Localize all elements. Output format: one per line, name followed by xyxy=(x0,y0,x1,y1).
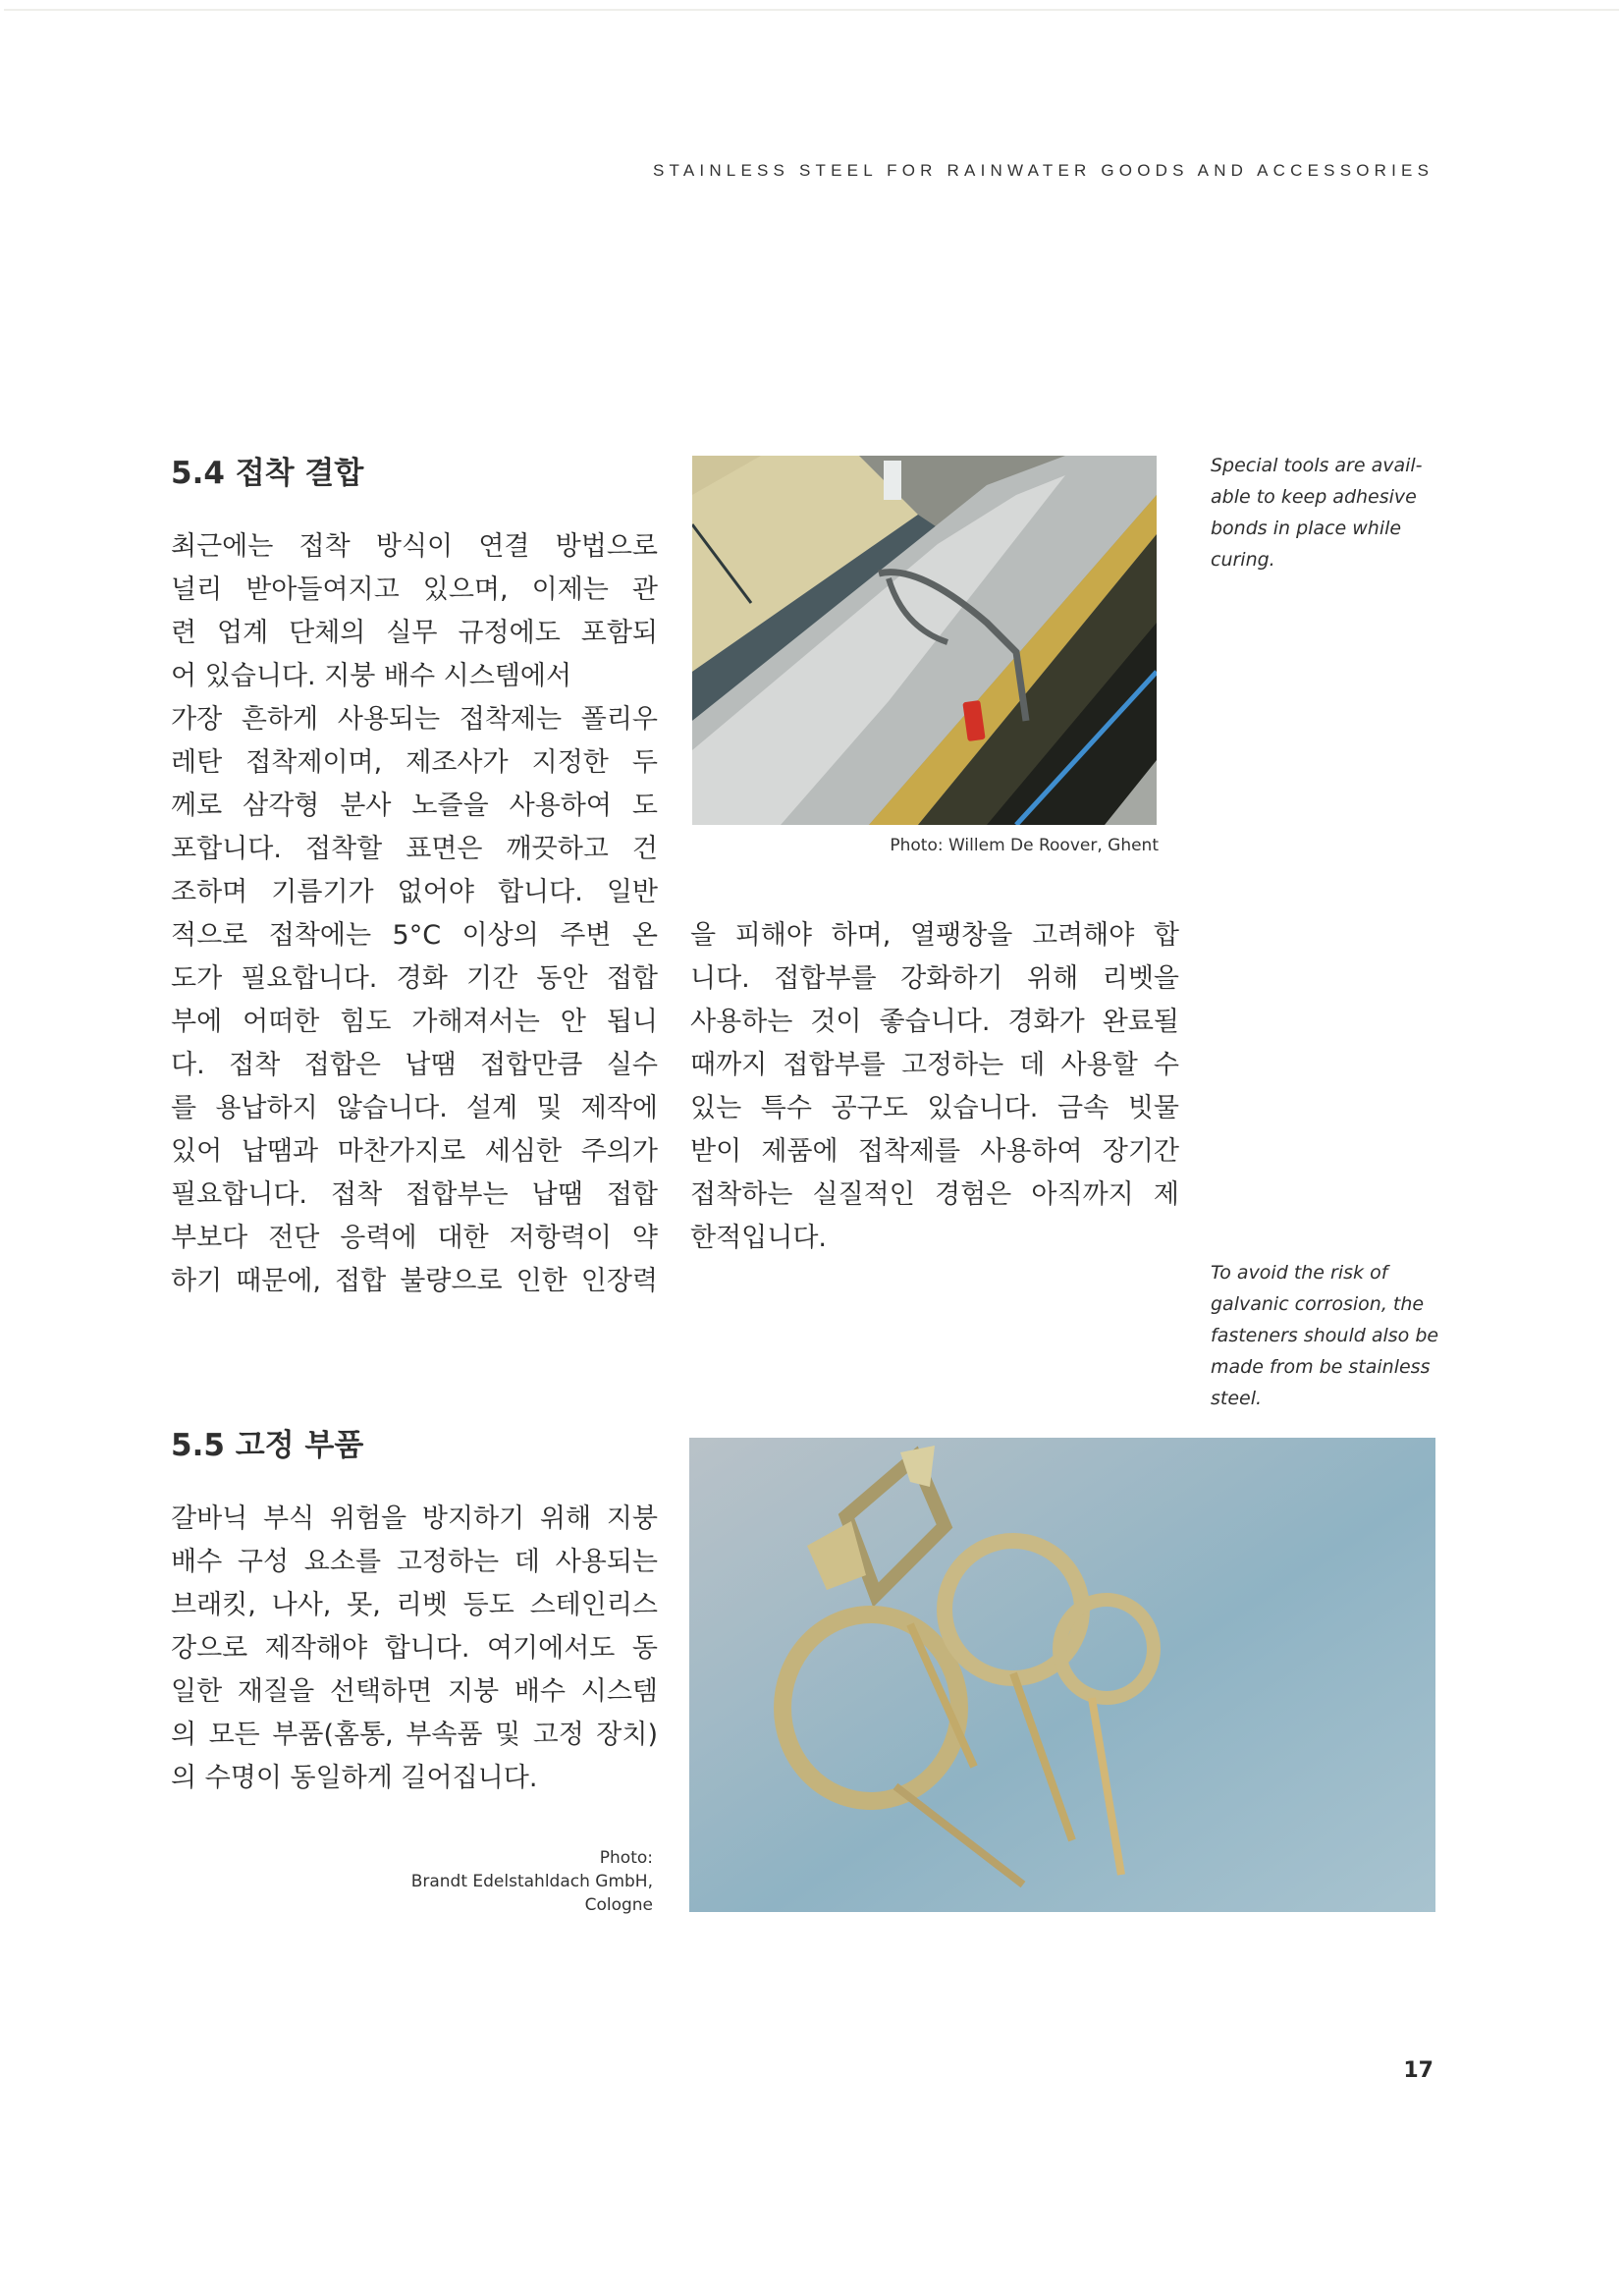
photo-credit-line: Photo: xyxy=(599,1848,653,1868)
body-line: 다. 접착 접합은 납땜 접합만큼 실수 xyxy=(171,1050,658,1080)
body-line: 하기 때문에, 접합 불량으로 인한 인장력 xyxy=(171,1266,658,1296)
body-line: 있는 특수 공구도 있습니다. 금속 빗물 xyxy=(690,1093,1179,1123)
side-note-special-tools xyxy=(1211,450,1446,575)
body-line: 부보다 전단 응력에 대한 저항력이 약 xyxy=(171,1223,658,1253)
body-line: 강으로 제작해야 합니다. 여기에서도 동 xyxy=(171,1633,658,1664)
body-line: 배수 구성 요소를 고정하는 데 사용되는 xyxy=(171,1547,658,1577)
side-note-line: bonds in place while xyxy=(1211,518,1402,539)
body-line: 일한 재질을 선택하면 지붕 배수 시스템 xyxy=(171,1676,658,1707)
section-5-4-left-column xyxy=(171,525,658,1303)
photo-credit-fasteners xyxy=(353,1846,653,1917)
body-line: 의 모든 부품(홈통, 부속품 및 고정 장치) xyxy=(171,1720,658,1750)
photo-gutter-adhesive-clamp xyxy=(692,456,1157,825)
body-line: 레탄 접착제이며, 제조사가 지정한 두 xyxy=(171,747,658,778)
photo-credit-line: Brandt Edelstahldach GmbH, xyxy=(410,1872,653,1891)
section-5-4-right-column xyxy=(690,914,1179,1260)
page-number: 17 xyxy=(1403,2058,1434,2083)
photo-credit-text: Photo: Willem De Roover, Ghent xyxy=(890,836,1159,855)
body-line: 조하며 기름기가 없어야 합니다. 일반 xyxy=(171,877,658,907)
body-line: 한적입니다. xyxy=(690,1223,827,1253)
body-line: 적으로 접착에는 5°C 이상의 주변 온 xyxy=(171,920,658,951)
body-line: 때까지 접합부를 고정하는 데 사용할 수 xyxy=(690,1050,1179,1080)
body-line: 의 수명이 동일하게 길어집니다. xyxy=(171,1763,538,1793)
side-note-line: curing. xyxy=(1211,549,1275,571)
side-note-galvanic-corrosion xyxy=(1211,1257,1446,1414)
body-line: 사용하는 것이 좋습니다. 경화가 완료될 xyxy=(690,1007,1179,1037)
photo-credit-line: Cologne xyxy=(584,1895,653,1915)
section-5-5-column xyxy=(171,1498,658,1800)
running-header: STAINLESS STEEL FOR RAINWATER GOODS AND ACCESSORIES xyxy=(653,161,1434,180)
body-line: 최근에는 접착 방식이 연결 방법으로 xyxy=(171,531,658,562)
section-heading-5-5: 5.5 고정 부품 xyxy=(171,1428,364,1463)
side-note-line: To avoid the risk of xyxy=(1211,1262,1388,1284)
body-line: 갈바닉 부식 위험을 방지하기 위해 지붕 xyxy=(171,1503,658,1534)
body-line: 있어 납땜과 마찬가지로 세심한 주의가 xyxy=(171,1136,658,1167)
body-line: 널리 받아들여지고 있으며, 이제는 관 xyxy=(171,574,658,605)
side-note-line: Special tools are avail- xyxy=(1211,455,1423,476)
body-line: 께로 삼각형 분사 노즐을 사용하여 도 xyxy=(171,791,658,821)
body-line: 니다. 접합부를 강화하기 위해 리벳을 xyxy=(690,963,1179,994)
side-note-line: fasteners should also be xyxy=(1211,1325,1439,1346)
body-line: 부에 어떠한 힘도 가해져서는 안 됩니 xyxy=(171,1007,658,1037)
side-note-line: able to keep adhesive xyxy=(1211,486,1417,508)
photo-stainless-fasteners xyxy=(689,1438,1435,1912)
body-line: 필요합니다. 접착 접합부는 납땜 접합 xyxy=(171,1179,658,1210)
fasteners-photo-illustration xyxy=(689,1438,1435,1912)
body-line: 가장 흔하게 사용되는 접착제는 폴리우 xyxy=(171,704,658,735)
body-line: 접착하는 실질적인 경험은 아직까지 제 xyxy=(690,1179,1179,1210)
body-line: 포합니다. 접착할 표면은 깨끗하고 건 xyxy=(171,834,658,864)
body-line: 련 업계 단체의 실무 규정에도 포함되 xyxy=(171,618,658,648)
body-line: 어 있습니다. 지붕 배수 시스템에서 xyxy=(171,661,572,691)
photo-credit-gutter xyxy=(864,834,1159,857)
body-line: 도가 필요합니다. 경화 기간 동안 접합 xyxy=(171,963,658,994)
side-note-line: made from be stainless xyxy=(1211,1356,1431,1378)
section-heading-5-4: 5.4 접착 결합 xyxy=(171,456,364,491)
side-note-line: steel. xyxy=(1211,1388,1263,1409)
body-line: 를 용납하지 않습니다. 설계 및 제작에 xyxy=(171,1093,658,1123)
body-line: 브래킷, 나사, 못, 리벳 등도 스테인리스 xyxy=(171,1590,658,1620)
gutter-photo-illustration xyxy=(692,456,1157,825)
scan-edge-line xyxy=(4,9,1619,11)
side-note-line: galvanic corrosion, the xyxy=(1211,1293,1425,1315)
body-line: 받이 제품에 접착제를 사용하여 장기간 xyxy=(690,1136,1179,1167)
body-line: 을 피해야 하며, 열팽창을 고려해야 합 xyxy=(690,920,1179,951)
